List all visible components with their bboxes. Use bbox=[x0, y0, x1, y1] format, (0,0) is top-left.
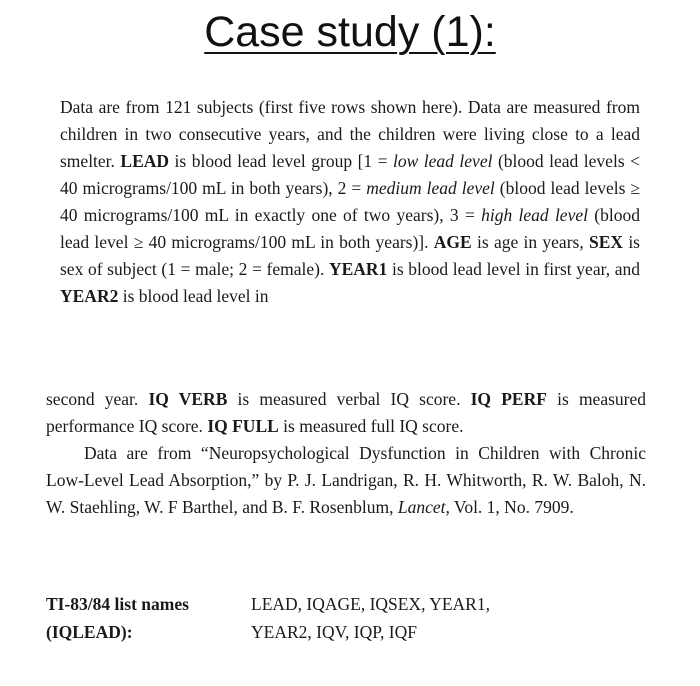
year2-keyword: YEAR2 bbox=[60, 286, 119, 306]
continuation-paragraph: second year. IQ VERB is measured verbal IQ score. IQ PERF is measured performance IQ score. IQ FULL is measured full IQ score. Data are from “Neuropsychological Dysfunction in Children with Chronic Low-Level Lead Absorption,” by P. J. Landrigan, R. H. Whitworth, R. W. Baloh, N. W. Staehling, W. F Barthel, and B. F. Rosenblum, Lancet, Vol. 1, No. 7909. bbox=[46, 389, 646, 517]
iq-perf-keyword: IQ PERF bbox=[470, 389, 547, 409]
source-citation: Data are from “Neuropsychological Dysfunction in Children with Chronic Low-Level Lead Absorption,” by P. J. Landrigan, R. H. Whitworth, R. W. Baloh, N. W. Staehling, W. F Barthel, and B. F. Rosenblum, bbox=[46, 443, 646, 517]
year1-keyword: YEAR1 bbox=[328, 259, 388, 279]
iq-full-keyword: IQ FULL bbox=[207, 416, 279, 436]
journal-name: Lancet, bbox=[397, 497, 450, 517]
iq-verb-keyword: IQ VERB bbox=[148, 389, 228, 409]
lead-keyword: LEAD bbox=[120, 151, 170, 171]
page-title: Case study (1): bbox=[204, 8, 496, 56]
medium-lead-term: medium lead level bbox=[366, 178, 495, 198]
sex-keyword: SEX bbox=[589, 232, 624, 252]
age-keyword: AGE bbox=[433, 232, 472, 252]
high-lead-term: high lead level bbox=[481, 205, 588, 225]
ti-label: TI-83/84 list names (IQLEAD): bbox=[46, 594, 189, 642]
low-lead-term: low lead level bbox=[393, 151, 493, 171]
ti-values: LEAD, IQAGE, IQSEX, YEAR1, YEAR2, IQV, IQP, IQF bbox=[251, 594, 490, 642]
description-paragraph: Data are from 121 subjects (first five rows shown here). Data are measured from children in two consecutive years, and the children were living close to a lead smelter. LEAD is blood lead level group [1 = low lead level (blood lead levels < 40 micrograms/100 mL in both years), 2 = medium lead level (blood lead levels ≥ 40 micrograms/100 mL in exactly one of two years), 3 = high lead level (blood lead level ≥ 40 micrograms/100 mL in both years)]. AGE is age in years, SEX is sex of subject (1 = male; 2 = female). YEAR1 is blood lead level in first year, and YEAR2 is blood lead level in bbox=[60, 97, 640, 306]
